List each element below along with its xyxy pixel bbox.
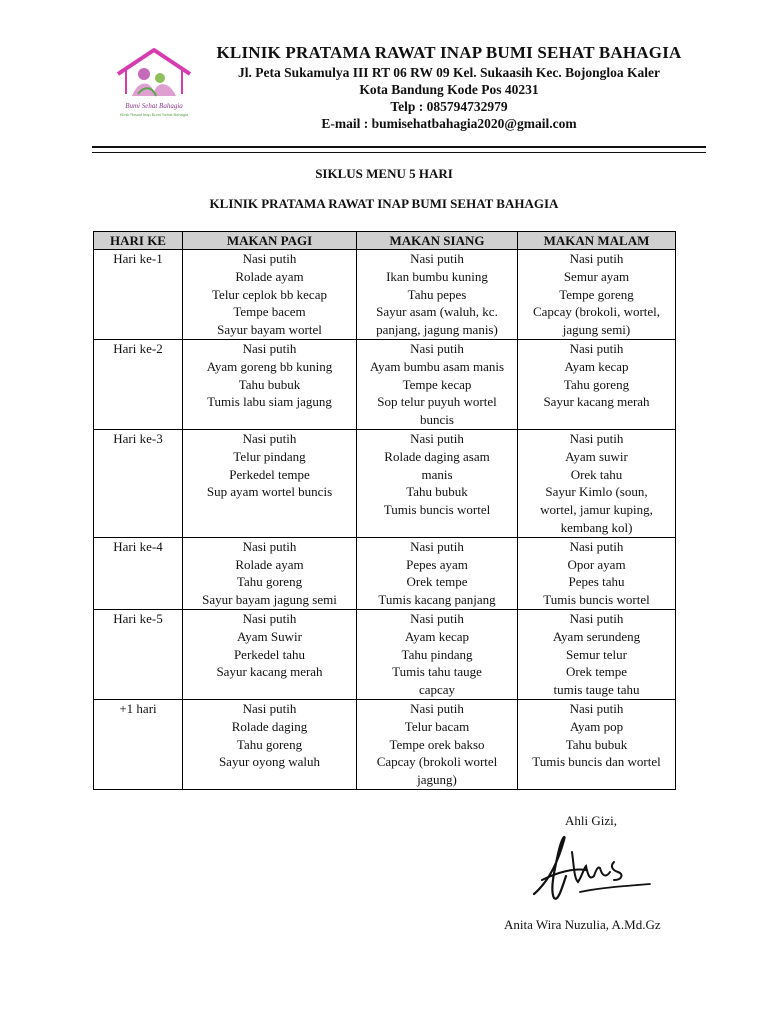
menu-item: Tumis labu siam jagung: [207, 394, 332, 410]
menu-item: Ayam Suwir: [237, 628, 302, 644]
menu-item: Rolade ayam: [235, 268, 304, 284]
table-row: [94, 699, 676, 789]
menu-item: Nasi putih: [242, 251, 297, 266]
day-cell: +1 hari: [94, 699, 183, 789]
clinic-name: KLINIK PRATAMA RAWAT INAP BUMI SEHAT BAHAGIA: [216, 43, 682, 62]
table-row: [94, 429, 676, 537]
signature-label: Ahli Gizi,: [565, 813, 617, 828]
logo-text: Bumi Sehat Bahagia: [125, 102, 183, 110]
menu-item: Tumis kacang panjang: [378, 592, 496, 608]
menu-item: panjang, jagung manis): [376, 322, 498, 338]
breakfast-cell: [183, 699, 357, 789]
column-header-lunch: MAKAN SIANG: [357, 232, 518, 250]
menu-item: Tempe bacem: [233, 304, 306, 320]
phone: Telp : 085794732979: [390, 99, 508, 114]
dinner-cell: [518, 699, 676, 789]
menu-item: Capcay (brokoli, wortel,: [532, 304, 661, 320]
menu-item: Orek tempe: [406, 574, 468, 590]
menu-item: Tumis buncis wortel: [543, 592, 650, 608]
menu-item: Tempe kecap: [402, 376, 472, 392]
menu-item: Nasi putih: [410, 430, 464, 446]
day-cell: Hari ke-2: [94, 339, 183, 429]
breakfast-cell: [183, 609, 357, 699]
dinner-cell: [518, 339, 676, 429]
menu-item: Nasi putih: [569, 538, 624, 554]
menu-item: Sayur bayam jagung semi: [202, 592, 337, 608]
menu-item: Tahu bubuk: [238, 376, 301, 392]
menu-item: Nasi putih: [410, 251, 464, 266]
menu-item: Telur pindang: [233, 448, 306, 464]
menu-item: Nasi putih: [569, 700, 624, 716]
menu-item: Nasi putih: [410, 340, 464, 356]
menu-item: Ayam kecap: [564, 358, 629, 374]
menu-item: Pepes tahu: [568, 574, 625, 590]
menu-item: jagung semi): [562, 322, 631, 338]
menu-item: Rolade ayam: [235, 556, 304, 572]
dinner-cell: [518, 537, 676, 609]
menu-item: Tumis buncis wortel: [383, 502, 491, 518]
menu-item: kembang kol): [560, 519, 633, 535]
menu-item: Nasi putih: [242, 610, 297, 626]
breakfast-cell: [183, 250, 357, 340]
menu-item: Tumis tahu tauge: [392, 664, 482, 680]
column-header-breakfast: MAKAN PAGI: [183, 232, 357, 250]
day-cell: Hari ke-3: [94, 429, 183, 537]
lunch-cell: [357, 429, 518, 537]
menu-item: Rolade daging: [231, 718, 308, 734]
table-row: [94, 609, 676, 699]
breakfast-cell: [183, 339, 357, 429]
day-cell: Hari ke-5: [94, 609, 183, 699]
menu-item: Sop telur puyuh wortel: [377, 394, 497, 410]
breakfast-cell: [183, 537, 357, 609]
menu-item: Tahu bubuk: [565, 736, 628, 752]
menu-item: Capcay (brokoli wortel: [376, 754, 498, 770]
menu-item: Nasi putih: [410, 610, 464, 626]
menu-item: Opor ayam: [567, 556, 626, 572]
letterhead: [200, 42, 698, 132]
menu-item: Nasi putih: [410, 700, 464, 716]
menu-item: Ayam kecap: [404, 628, 470, 644]
logo-subtext: Klinik Rawat Inap Bumi Sehat Bahagia: [119, 112, 189, 117]
menu-item: Nasi putih: [242, 430, 297, 446]
day-cell: Hari ke-4: [94, 537, 183, 609]
menu-item: Tahu bubuk: [406, 484, 468, 500]
menu-item: Perkedel tahu: [233, 646, 306, 662]
table-row: [94, 250, 676, 340]
menu-item: Semur telur: [565, 646, 627, 662]
menu-item: Tahu goreng: [236, 736, 303, 752]
menu-item: wortel, jamur kuping,: [540, 502, 653, 518]
menu-table: [93, 231, 676, 790]
menu-item: Nasi putih: [569, 610, 624, 626]
menu-item: Perkedel tempe: [229, 466, 310, 482]
email: E-mail : bumisehatbahagia2020@gmail.com: [321, 116, 577, 131]
document-subtitle: KLINIK PRATAMA RAWAT INAP BUMI SEHAT BAHAGIA: [209, 196, 559, 211]
dinner-cell: [518, 429, 676, 537]
menu-item: Nasi putih: [242, 340, 297, 356]
menu-item: Nasi putih: [569, 430, 624, 446]
column-header-day: HARI KE: [94, 232, 183, 250]
menu-item: Ayam serundeng: [552, 628, 641, 644]
day-cell: Hari ke-1: [94, 250, 183, 340]
menu-item: Nasi putih: [242, 538, 297, 554]
header-divider-thick: [92, 146, 706, 148]
menu-item: Nasi putih: [242, 700, 297, 716]
menu-item: Sayur Kimlo (soun,: [545, 484, 648, 500]
document-title: SIKLUS MENU 5 HARI: [315, 166, 453, 181]
lunch-cell: [357, 339, 518, 429]
menu-item: capcay: [418, 682, 456, 698]
menu-item: manis: [421, 466, 453, 482]
handwritten-signature: [528, 832, 658, 906]
menu-item: Tahu goreng: [236, 574, 303, 590]
menu-item: Rolade daging asam: [384, 448, 490, 464]
menu-item: Pepes ayam: [406, 556, 468, 572]
menu-item: Nasi putih: [569, 340, 624, 356]
menu-item: Sup ayam wortel buncis: [206, 484, 333, 500]
table-row: [94, 537, 676, 609]
menu-item: Tahu goreng: [563, 376, 630, 392]
menu-item: Ayam goreng bb kuning: [206, 358, 333, 374]
menu-item: Semur ayam: [563, 268, 630, 284]
menu-item: Telur bacam: [404, 718, 470, 734]
menu-item: Tahu pepes: [407, 286, 467, 302]
header-divider-thin: [92, 152, 706, 153]
clinic-logo: [108, 44, 200, 124]
menu-item: Sayur asam (waluh, kc.: [376, 304, 498, 320]
menu-item: Nasi putih: [569, 251, 624, 266]
menu-item: Nasi putih: [410, 538, 464, 554]
signatory-name: Anita Wira Nuzulia, A.Md.Gz: [504, 917, 661, 932]
lunch-cell: [357, 250, 518, 340]
menu-item: Orek tahu: [570, 466, 623, 482]
menu-item: Tempe orek bakso: [389, 736, 485, 752]
address-line-2: Kota Bandung Kode Pos 40231: [359, 82, 539, 97]
table-header-row: [94, 232, 676, 250]
address-line-1: Jl. Peta Sukamulya III RT 06 RW 09 Kel. Sukaasih Kec. Bojongloa Kaler: [238, 65, 660, 80]
menu-item: Telur ceplok bb kecap: [212, 286, 327, 302]
menu-item: Orek tempe: [565, 664, 627, 680]
lunch-cell: [357, 699, 518, 789]
menu-item: Sayur oyong waluh: [218, 754, 321, 770]
menu-item: Sayur kacang merah: [216, 664, 323, 680]
menu-item: Sayur kacang merah: [543, 394, 650, 410]
menu-item: Tahu pindang: [401, 646, 473, 662]
table-row: [94, 339, 676, 429]
menu-item: Tumis buncis dan wortel: [532, 754, 661, 770]
menu-item: jagung): [417, 772, 457, 788]
column-header-dinner: MAKAN MALAM: [518, 232, 676, 250]
lunch-cell: [357, 537, 518, 609]
menu-item: buncis: [420, 412, 454, 428]
menu-item: Sayur bayam wortel: [217, 322, 322, 338]
lunch-cell: [357, 609, 518, 699]
menu-item: Tempe goreng: [559, 286, 634, 302]
breakfast-cell: [183, 429, 357, 537]
menu-item: Ayam suwir: [565, 448, 628, 464]
dinner-cell: [518, 609, 676, 699]
menu-item: Ayam pop: [569, 718, 624, 734]
menu-item: Ikan bumbu kuning: [386, 268, 488, 284]
menu-item: tumis tauge tahu: [553, 682, 640, 698]
menu-item: Ayam bumbu asam manis: [369, 358, 505, 374]
dinner-cell: [518, 250, 676, 340]
